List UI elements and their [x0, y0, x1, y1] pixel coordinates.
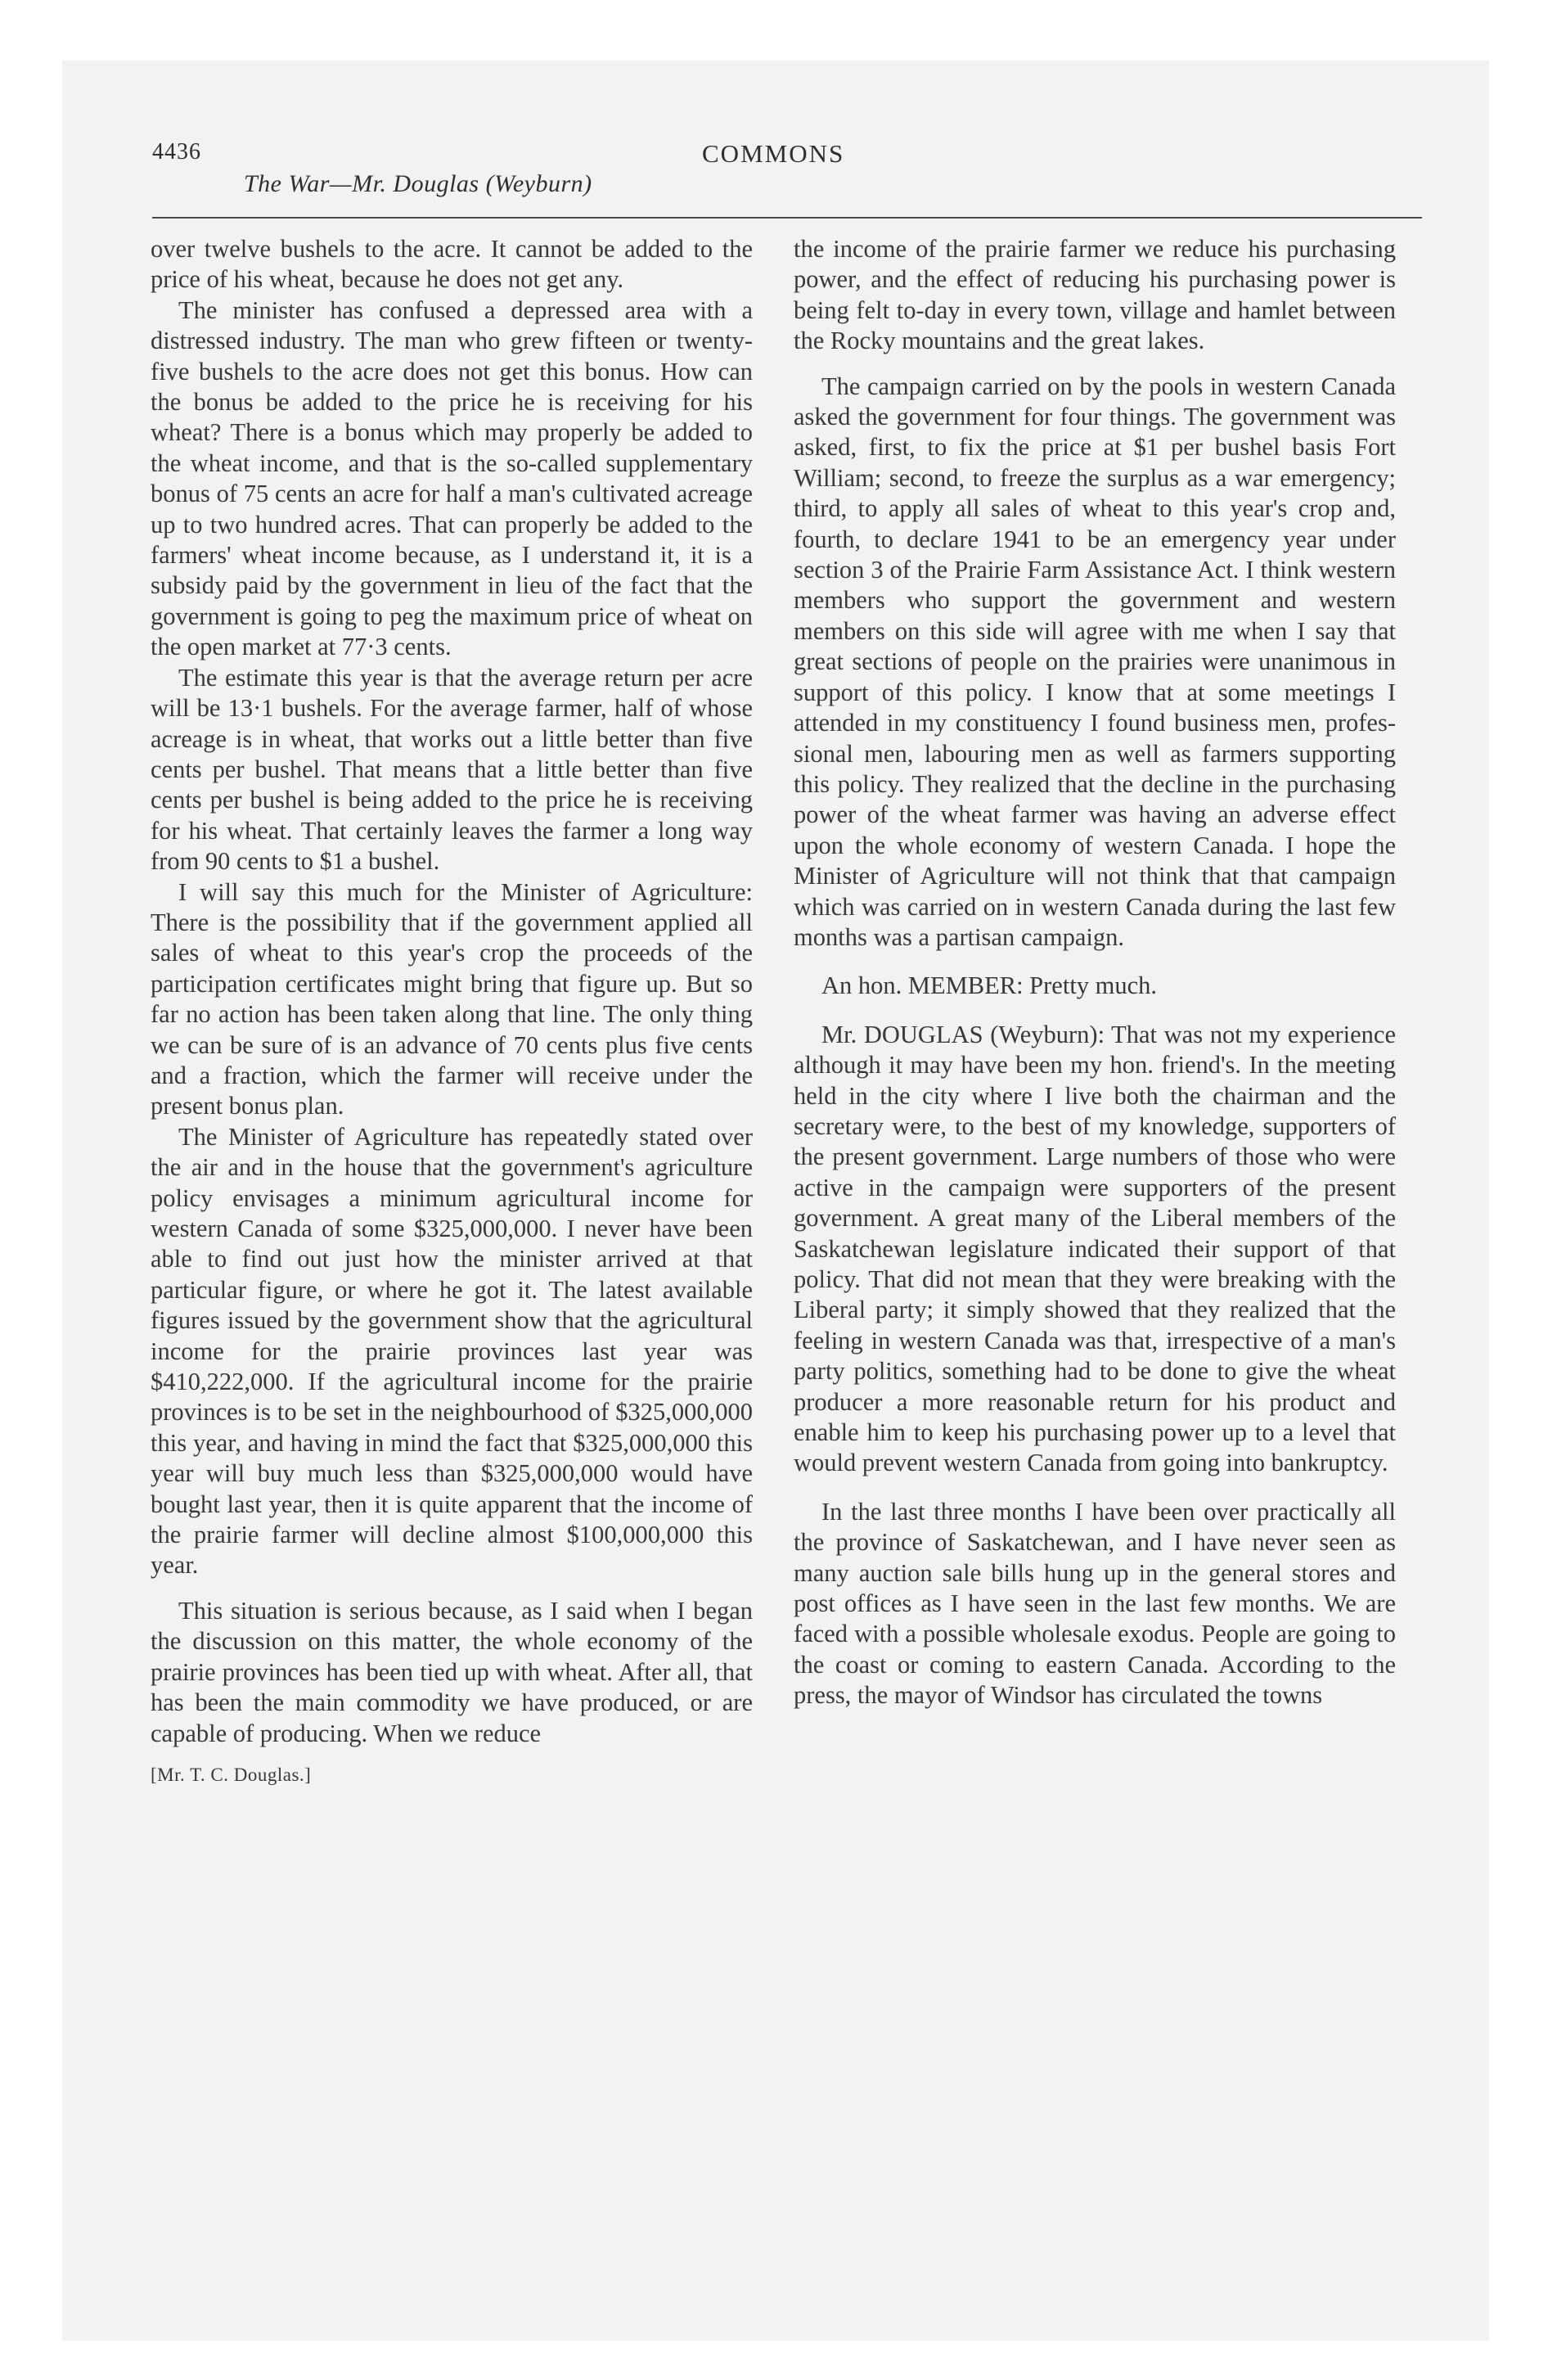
paragraph: In the last three months I have been over practically all the province of Saskatchewan, and I have never seen as many auction sale bills hung up in the general stores and post offices as I have seen in the last few months. We are faced with a possible wholesale exodus. People are going to the coast or coming to eastern Canada. According to the press, the mayor of Windsor has circulated the towns: [794, 1497, 1396, 1710]
paragraph: over twelve bushels to the acre. It cannot be added to the price of his wheat, because he does not get any.: [151, 235, 753, 294]
running-head: The War—Mr. Douglas (Weyburn): [244, 170, 592, 197]
paragraph: The campaign carried on by the pools in western Canada asked the government for four things. The government was asked, first, to fix the price at $1 per bushel basis Fort William; second, to freeze the surplus as a war emergency; third, to apply all sales of wheat to this year's crop and, fourth, to declare 1941 to be an emergency year under section 3 of the Prairie Farm Assistance Act. I think western members who support the government and western members on this side will agree with me when I say that great sections of people on the prairies were unanimous in support of this policy. I know that at some meetings I attended in my constituency I found business men, professional men, labouring men as well as farmers supporting this policy. They realized that the decline in the purchasing power of the wheat farmer was having an adverse effect upon the whole economy of western Canada. I hope the Minister of Agriculture will not think that that campaign which was carried on in western Canada during the last few months was a partisan campaign.: [794, 372, 1396, 951]
paragraph: An hon. MEMBER: Pretty much.: [821, 971, 1158, 1000]
paragraph: I will say this much for the Minister of Agriculture: There is the possibility that if the government applied all sales of wheat to this year's crop the proceeds of the participation certificates might bring that figure up. But so far no action has been taken along that line. The only thing we can be sure of is an advance of 70 cents plus five cents and a fraction, which the farmer will receive under the present bonus plan.: [151, 877, 753, 1120]
speaker-footnote: [Mr. T. C. Douglas.]: [151, 1764, 312, 1785]
paragraph: This situation is serious because, as I said when I began the discussion on this matter, the whole economy of the prairie provinces has been tied up with wheat. After all, that has been the main commodity we have produced, or are capable of producing. When we reduce: [151, 1596, 753, 1747]
header-rule: [152, 217, 1422, 219]
paragraph: the income of the prairie farmer we reduce his purchasing power, and the effect of reducing his purchasing power is being felt to-day in every town, village and hamlet between the Rocky mountains and the great lakes.: [794, 235, 1396, 355]
paragraph: The estimate this year is that the average return per acre will be 13·1 bushels. For the average farmer, half of whose acreage is in wheat, that works out a little better than five cents per bushel. That means that a little better than five cents per bushel is being added to the price he is receiving for his wheat. That certainly leaves the farmer a long way from 90 cents to $1 a bushel.: [151, 663, 753, 876]
page-number: 4436: [152, 139, 201, 165]
right-column: [794, 234, 1396, 1711]
left-column: [151, 234, 753, 1787]
house-title: COMMONS: [702, 139, 845, 168]
paragraph: Mr. DOUGLAS (Weyburn): That was not my experience although it may have been my hon. friend's. In the meeting held in the city where I live both the chairman and the secretary were, to the best of my knowledge, supporters of the present government. Large numbers of those who were active in the campaign were supporters of the present government. A great many of the Liberal members of the Saskatchewan legislature indicated their support of that policy. That did not mean that they were breaking with the Liberal party; it simply showed that they realized that the feeling in western Canada was that, irrespective of a man's party politics, something had to be done to give the wheat producer a more reasonable return for his product and enable him to keep his purchasing power up to a level that would prevent western Canada from going into bankruptcy.: [794, 1020, 1396, 1477]
paragraph: The minister has confused a depressed area with a distressed industry. The man who grew fifteen or twenty-five bushels to the acre does not get this bonus. How can the bonus be added to the price he is receiving for his wheat? There is a bonus which may properly be added to the wheat income, and that is the so-called supplementary bonus of 75 cents an acre for half a man's cultivated acreage up to two hundred acres. That can properly be added to the farmers' wheat income because, as I understand it, it is a subsidy paid by the government in lieu of the fact that the government is going to peg the maximum price of wheat on the open market at 77·3 cents.: [151, 295, 753, 661]
paragraph: The Minister of Agriculture has repeatedly stated over the air and in the house that the government's agriculture policy envisages a minimum agricultural income for western Canada of some $325,000,000. I never have been able to find out just how the minister arrived at that particular figure, or where he got it. The latest available figures issued by the government show that the agricultural income for the prairie provinces last year was $410,222,000. If the agricultural income for the prairie provinces is to be set in the neighbourhood of $325,000,000 this year, and having in mind the fact that $325,000,000 this year will buy much less than $325,000,000 would have bought last year, then it is quite apparent that the income of the prairie farmer will decline almost $100,000,000 this year.: [151, 1122, 753, 1580]
